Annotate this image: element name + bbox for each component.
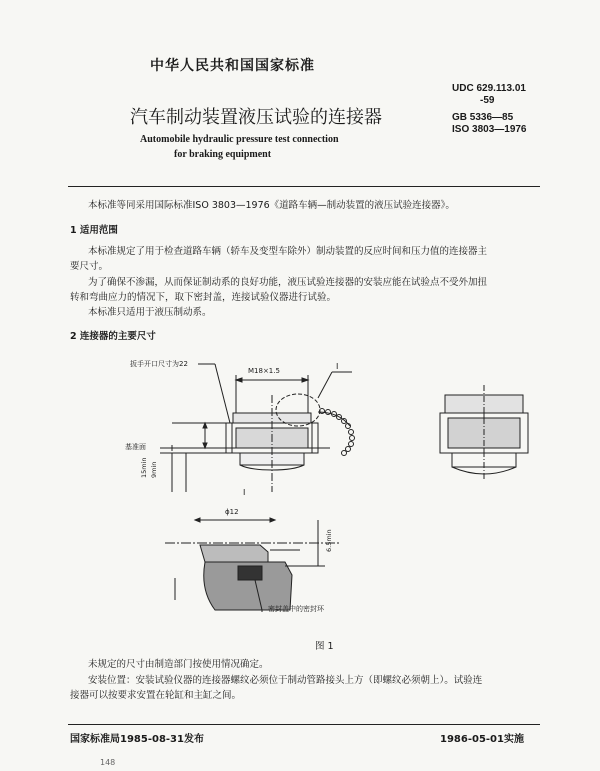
- title-cn: 汽车制动装置液压试验的连接器: [130, 107, 382, 128]
- dim-9min: 9min: [150, 461, 158, 478]
- figure-caption: 图 1: [315, 641, 334, 652]
- note-2-line2: 接器可以按要求安置在轮缸和主缸之间。: [70, 690, 242, 701]
- dim-6-5min: 6.5min: [325, 529, 333, 552]
- note-2-line1: 安装位置：安装试验仪器的连接器螺纹必须位于制动管路接头上方（即螺纹必须朝上）。试验连: [88, 675, 483, 686]
- detail-section: [165, 518, 340, 612]
- title-en: [140, 132, 339, 162]
- standard-codes: [452, 112, 527, 136]
- s1-p2-line1: 为了确保不渗漏，从而保证制动系的良好功能，液压试验连接器的安装应能在试验点不受外加扭: [88, 277, 488, 288]
- dim-15min: 15min: [140, 457, 148, 478]
- s1-p3: 本标准只适用于液压制动系。: [88, 307, 212, 318]
- base-label: 基准面: [125, 443, 146, 451]
- wrench-label: 扳手开口尺寸为22: [130, 360, 188, 368]
- detail-title: I: [243, 488, 246, 497]
- intro-paragraph: 本标准等同采用国际标准ISO 3803—1976《道路车辆—制动装置的液压试验连接器》。: [88, 200, 455, 211]
- thread-label: M18×1.5: [248, 367, 280, 375]
- s1-p1-line2: 要尺寸。: [70, 261, 109, 272]
- gb-code: GB 5336—85: [452, 112, 514, 123]
- section2-heading: 2 连接器的主要尺寸: [70, 331, 156, 342]
- s1-p1-line1: 本标准规定了用于检查道路车辆（轿车及变型车除外）制动装置的反应时间和压力值的连接器主: [88, 246, 488, 257]
- issuer-date: 国家标准局1985-08-31发布: [70, 734, 204, 745]
- header-rule: [68, 186, 540, 187]
- section1-heading: 1 适用范围: [70, 225, 118, 236]
- dia-label: ϕ12: [225, 508, 239, 516]
- detail-marker: I: [336, 362, 339, 371]
- standard-name: 中华人民共和国国家标准: [150, 58, 315, 74]
- note-1: 未规定的尺寸由制造部门按使用情况确定。: [88, 659, 269, 670]
- side-view: [440, 385, 528, 480]
- seal-label: 密封盖中的密封环: [268, 605, 324, 613]
- effective-date: 1986-05-01实施: [440, 734, 524, 745]
- iso-code: ISO 3803—1976: [452, 124, 527, 135]
- footer-rule: [68, 724, 540, 725]
- title-en-line2: for braking equipment: [174, 149, 272, 160]
- udc-code: [452, 83, 526, 107]
- udc-line2: -59: [480, 95, 495, 106]
- page-number: 148: [100, 758, 116, 767]
- s1-p2-line2: 转和弯曲应力的情况下，取下密封盖，连接试验仪器进行试验。: [70, 292, 337, 303]
- udc-line1: UDC 629.113.01: [452, 83, 526, 94]
- title-en-line1: Automobile hydraulic pressure test connection: [140, 134, 339, 145]
